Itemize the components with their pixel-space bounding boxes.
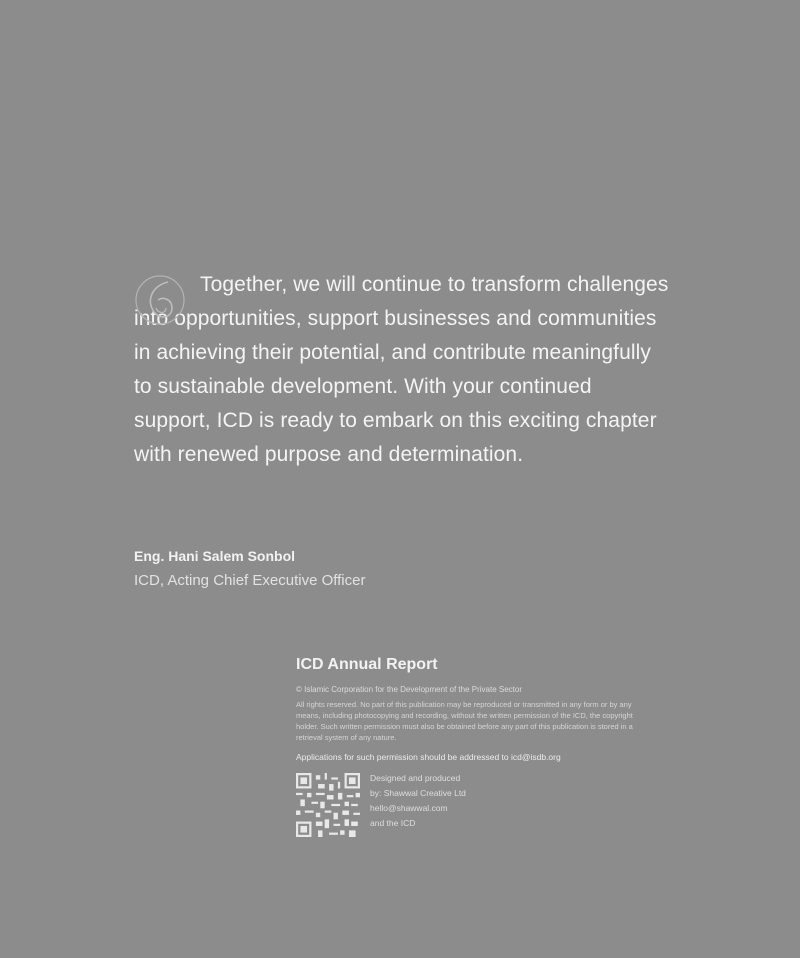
copyright-notice: © Islamic Corporation for the Development of the Private Sector xyxy=(296,685,522,694)
colophon-title: ICD Annual Report xyxy=(296,656,438,673)
credit-line: by: Shawwal Creative Ltd xyxy=(370,788,466,798)
credits xyxy=(296,773,696,837)
quote-mark-icon xyxy=(134,268,194,332)
quote-text: Together, we will continue to transform challenges into opportunities, support businesses and communities in achieving their potential, and contribute meaningfully to sustainable development. With your continued support, ICD is ready to embark on this exciting chapter with renewed purpose and determination. xyxy=(134,273,669,466)
quote-block xyxy=(134,268,674,472)
quote-author-role: ICD, Acting Chief Executive Officer xyxy=(134,572,366,589)
credit-line[interactable]: hello@shawwal.com xyxy=(370,803,448,813)
qr-code-icon[interactable] xyxy=(296,773,360,837)
credit-lines xyxy=(370,771,466,831)
colophon xyxy=(296,656,696,837)
credit-line: Designed and produced xyxy=(370,773,461,783)
rights-statement: All rights reserved. No part of this publication may be reproduced or transmitted in any form or by any means, including photocopying and recording, without the written permission of the ICD, the copyright holder. Such written permission must also be obtained before any part of this publication is stored in a retrieval system of any nature. xyxy=(296,700,633,742)
quote-author: Eng. Hani Salem Sonbol xyxy=(134,548,296,564)
credit-line: and the ICD xyxy=(370,818,416,828)
permissions-contact: Applications for such permission should be addressed to icd@isdb.org xyxy=(296,752,561,762)
